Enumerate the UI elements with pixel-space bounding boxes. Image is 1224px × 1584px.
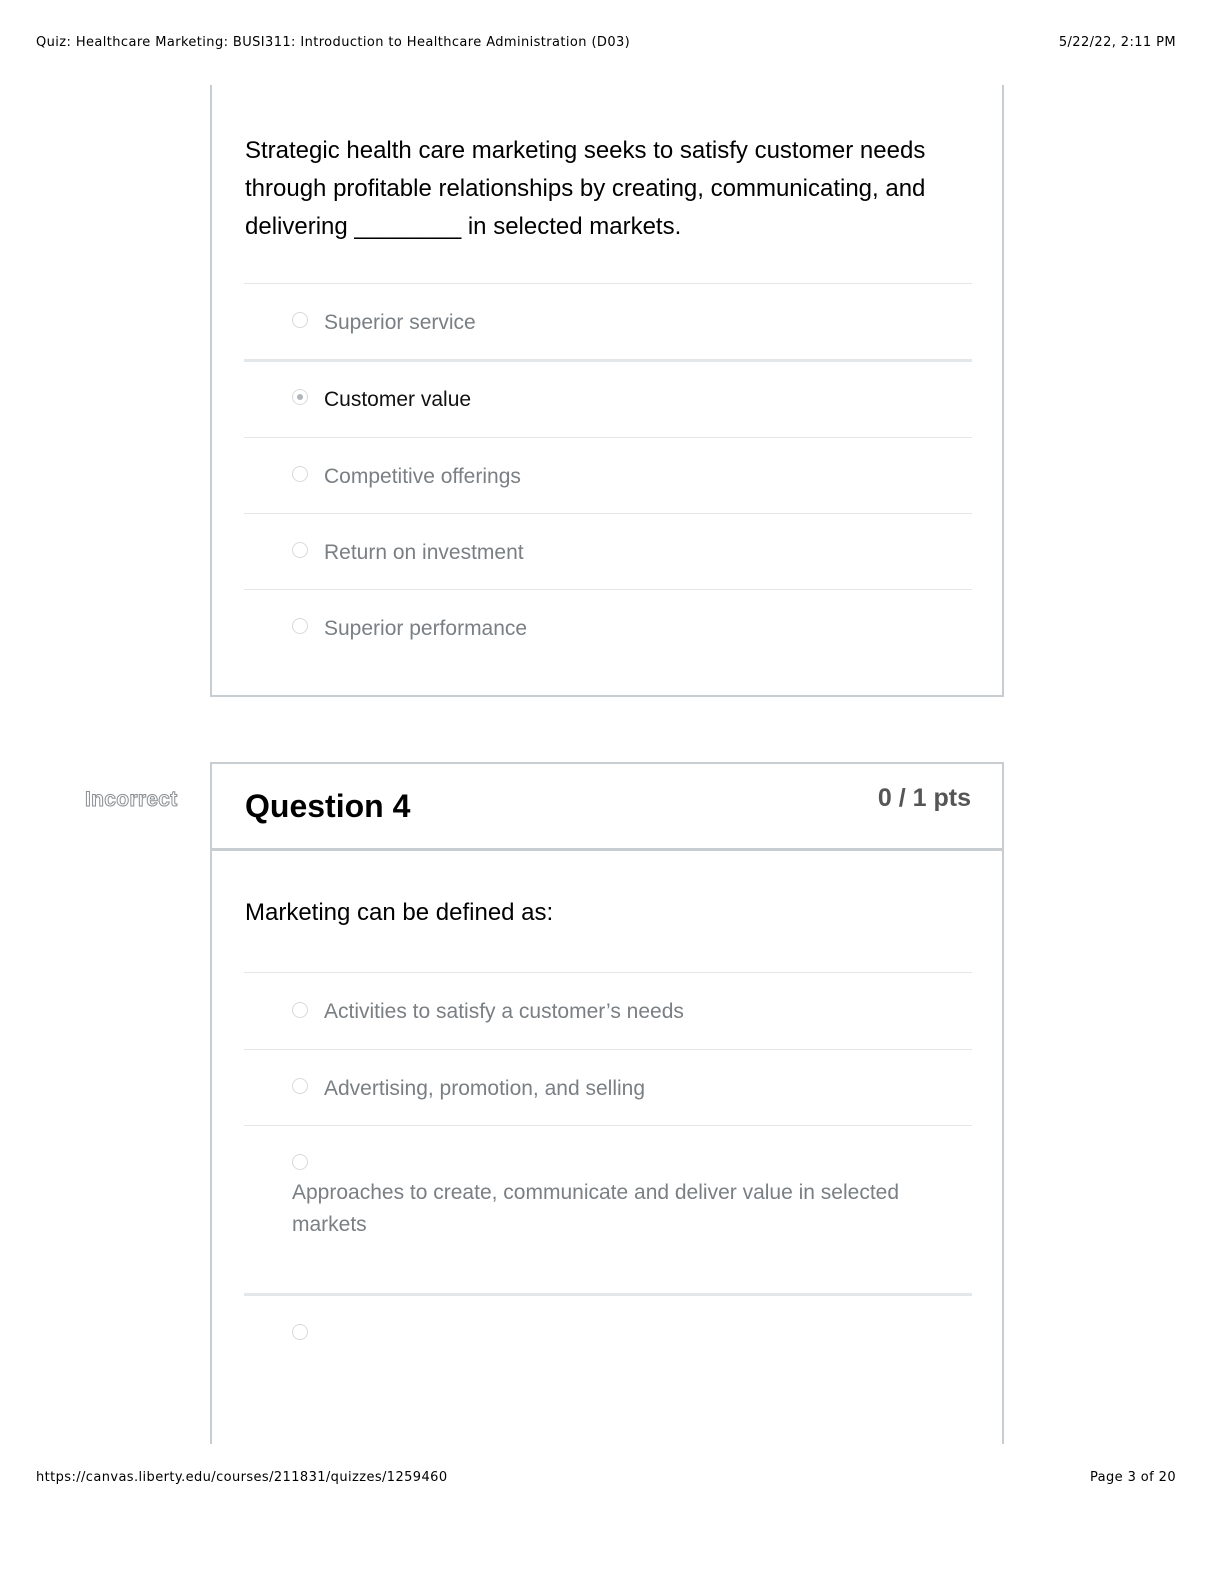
question-4-text: Marketing can be defined as: (245, 899, 554, 926)
question-4-card (210, 762, 1004, 1444)
answer-option[interactable] (244, 1125, 972, 1293)
answer-option[interactable] (244, 589, 972, 665)
question-3-answers (244, 283, 972, 665)
radio-button[interactable] (292, 618, 308, 634)
radio-button[interactable] (292, 1078, 308, 1094)
question-title: Question 4 (245, 788, 411, 824)
question-points: 0 / 1 pts (877, 784, 971, 812)
answer-option[interactable] (244, 972, 972, 1049)
radio-button[interactable] (292, 312, 308, 328)
answer-label: Competitive offerings (324, 465, 521, 488)
radio-button-checked[interactable] (292, 389, 308, 405)
answer-option[interactable] (244, 437, 972, 513)
page-number: Page 3 of 20 (1089, 1470, 1176, 1485)
answer-label: Activities to satisfy a customer’s needs (324, 1000, 684, 1023)
answer-label: Customer value (324, 388, 472, 411)
answer-option[interactable] (244, 1049, 972, 1125)
answer-label: Superior performance (324, 617, 528, 640)
answer-label: Return on investment (324, 541, 524, 564)
answer-label: Advertising, promotion, and selling (324, 1077, 646, 1100)
answer-option[interactable] (244, 1293, 972, 1416)
radio-button[interactable] (292, 466, 308, 482)
answer-status-incorrect: Incorrect (85, 788, 178, 811)
print-footer (36, 1470, 1176, 1485)
print-datetime: 5/22/22, 2:11 PM (1058, 35, 1176, 50)
answer-label: Approaches to create, communicate and deliver value in selected markets (292, 1181, 900, 1236)
question-3-text: Strategic health care marketing seeks to satisfy customer needs through profitable relationships by creating, communicating, and delivering ________ in selected markets. (245, 137, 926, 240)
radio-button[interactable] (292, 1002, 308, 1018)
answer-option[interactable] (244, 513, 972, 589)
page-url: https://canvas.liberty.edu/courses/211831/quizzes/1259460 (36, 1470, 448, 1485)
radio-button[interactable] (292, 1154, 308, 1170)
answer-option[interactable] (244, 283, 972, 359)
answer-label: Superior service (324, 311, 476, 334)
radio-button[interactable] (292, 542, 308, 558)
radio-button[interactable] (292, 1324, 308, 1340)
print-header (36, 35, 1176, 50)
quiz-title: Quiz: Healthcare Marketing: BUSI311: Introduction to Healthcare Administration (D03) (36, 35, 631, 50)
question-header (212, 764, 1002, 851)
question-4-answers (244, 972, 972, 1416)
answer-option-selected[interactable] (244, 359, 972, 437)
question-3-card (210, 85, 1004, 697)
